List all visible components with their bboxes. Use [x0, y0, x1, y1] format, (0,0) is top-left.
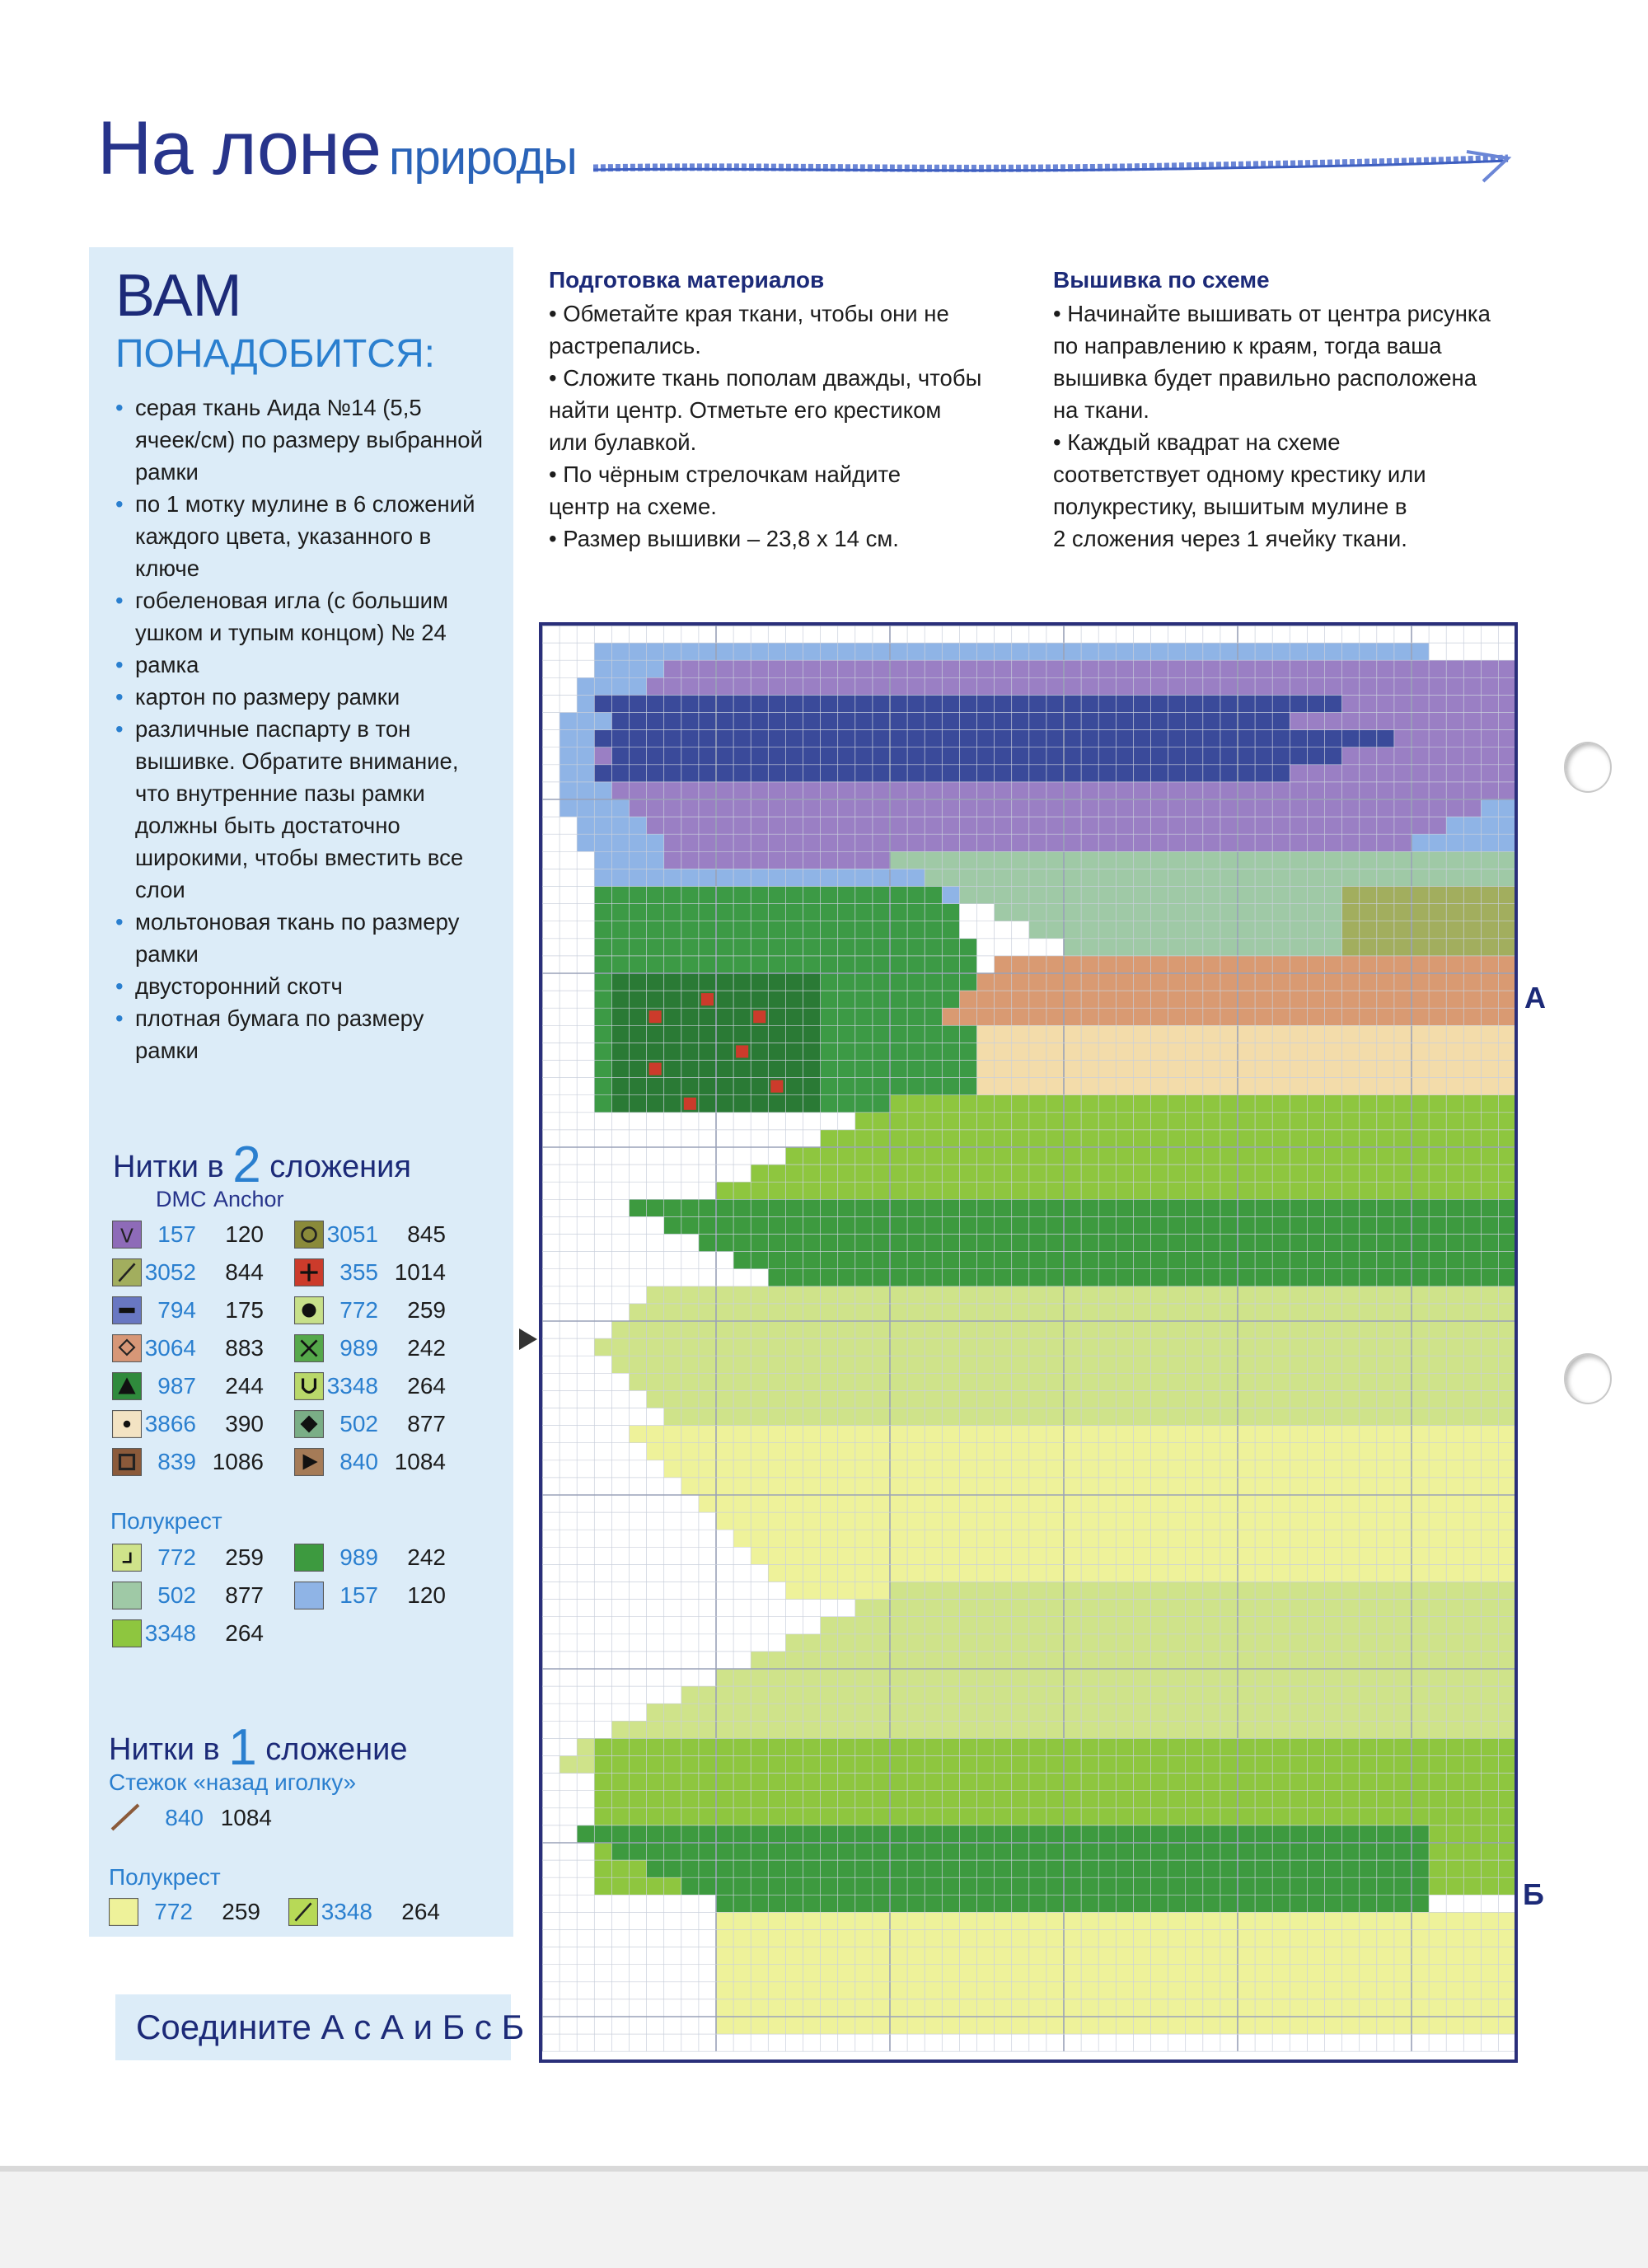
list-item: • серая ткань Аида №14 (5,5 ячеек/см) по размеру выбранной рамки	[114, 391, 485, 488]
half1-right-anchor: 264	[401, 1899, 440, 1924]
key-left-anchor: 244	[225, 1373, 264, 1399]
embroidery-title: Вышивка по схеме	[1053, 267, 1270, 293]
embroidery-line: на ткани.	[1053, 397, 1149, 423]
berry-mark	[753, 1010, 765, 1023]
key-left-anchor: 844	[225, 1259, 264, 1285]
key-right-dmc: 502	[339, 1411, 378, 1436]
field-pale-region-2	[716, 1912, 1515, 2034]
key-left-anchor: 175	[225, 1297, 264, 1323]
key-right-anchor: 845	[407, 1221, 446, 1247]
materials-list	[114, 391, 485, 1066]
key-right-anchor: 259	[407, 1297, 446, 1323]
threads-1-heading	[109, 1718, 408, 1777]
key-left-dmc: 3064	[144, 1335, 196, 1361]
half-left-dmc: 3348	[144, 1620, 196, 1646]
threads-2-heading	[113, 1136, 411, 1194]
col-anchor: Anchor	[213, 1187, 284, 1211]
key-right-anchor: 242	[407, 1335, 446, 1361]
half-left-dmc: 772	[157, 1544, 196, 1570]
center-arrow-icon	[519, 1328, 537, 1350]
key-left-dmc: 3866	[144, 1411, 196, 1436]
half-left-anchor: 259	[225, 1544, 264, 1570]
join-instruction: Соедините А с А и Б с Б	[136, 2008, 525, 2046]
key-left-dmc: 987	[157, 1373, 196, 1399]
backstitch-dmc: 840	[165, 1805, 204, 1830]
berry-mark	[701, 993, 714, 1005]
key-right-anchor: 1084	[394, 1449, 446, 1474]
threads-1-heading-num: 1	[228, 1719, 257, 1776]
prep-line: центр на схеме.	[549, 494, 717, 519]
list-item: • рамка	[114, 649, 485, 681]
half-right-anchor: 242	[407, 1544, 446, 1570]
key-right-anchor: 264	[407, 1373, 446, 1399]
threads-2-heading-b: сложения	[269, 1150, 411, 1184]
list-item: • двусторонний скотч	[114, 970, 485, 1002]
prep-line: • Сложите ткань пополам дважды, чтобы	[549, 365, 982, 391]
threads-1-heading-b: сложение	[265, 1732, 408, 1767]
field-dark-region	[630, 1199, 1515, 1286]
key-right-dmc: 772	[339, 1297, 378, 1323]
list-item: • мольтоновая ткань по размеру рамки	[114, 906, 485, 970]
half-right-anchor: 120	[407, 1582, 446, 1608]
berry-mark	[684, 1098, 696, 1110]
join-mark-a: А	[1524, 981, 1546, 1015]
thread-decoration	[593, 150, 1516, 183]
half-cross-label: Полукрест	[110, 1508, 222, 1534]
embroidery-line: • Начинайте вышивать от центра рисунка	[1053, 301, 1491, 326]
you-need-subtitle: ПОНАДОБИТСЯ:	[115, 332, 435, 376]
list-item: • картон по размеру рамки	[114, 681, 485, 713]
prep-line: • По чёрным стрелочкам найдите	[549, 462, 901, 487]
backstitch-anchor: 1084	[220, 1805, 272, 1830]
embroidery-line: вышивка будет правильно расположена	[1053, 365, 1477, 391]
half1-right-dmc: 3348	[321, 1899, 372, 1924]
key-left-dmc: 157	[157, 1221, 196, 1247]
key-right-dmc: 989	[339, 1335, 378, 1361]
key-right-anchor: 1014	[394, 1259, 446, 1285]
field-region	[681, 1095, 1515, 1217]
embroidery-line: • Каждый квадрат на схеме	[1053, 429, 1341, 455]
key-right-dmc: 3348	[326, 1373, 378, 1399]
title-main: На лоне	[97, 106, 382, 190]
binder-hole	[1564, 1353, 1612, 1404]
join-mark-b: Б	[1523, 1877, 1544, 1911]
embroidery-section	[1053, 264, 1515, 555]
half-left-anchor: 877	[225, 1582, 264, 1608]
embroidery-line: полукрестику, вышитым мулине в	[1053, 494, 1407, 519]
key-left-dmc: 794	[157, 1297, 196, 1323]
prep-title: Подготовка материалов	[549, 267, 825, 293]
key-left-anchor: 1086	[212, 1449, 264, 1474]
list-item: • различные паспарту в тон вышивке. Обратите внимание, что внутренние пазы рамки должны быть достаточно широкими, чтобы вместить все слои	[114, 713, 485, 906]
threads-1-heading-a: Нитки в	[109, 1732, 220, 1767]
key-left-anchor: 390	[225, 1411, 264, 1436]
prep-line: найти центр. Отметьте его крестиком	[549, 397, 942, 423]
half-left-dmc: 502	[157, 1582, 196, 1608]
backstitch-label: Стежок «назад иголку»	[109, 1769, 357, 1795]
embroidery-line: соответствует одному крестику или	[1053, 462, 1426, 487]
prep-line: или булавкой.	[549, 429, 697, 455]
key-right-dmc: 355	[339, 1259, 378, 1285]
half-cross-label-1: Полукрест	[109, 1864, 221, 1890]
col-dmc: DMC	[156, 1187, 207, 1211]
key-left-anchor: 883	[225, 1335, 264, 1361]
threads-2-heading-a: Нитки в	[113, 1150, 224, 1184]
page-title	[97, 105, 577, 192]
berry-mark	[649, 1063, 662, 1075]
berry-mark	[770, 1080, 783, 1093]
binder-hole	[1564, 742, 1612, 793]
list-item: • по 1 мотку мулине в 6 сложений каждого цвета, указанного в ключе	[114, 488, 485, 584]
half-right-dmc: 989	[339, 1544, 378, 1570]
chart-grid	[542, 626, 1515, 2059]
half1-left-dmc: 772	[154, 1899, 193, 1924]
backstitch-line-icon	[109, 1802, 142, 1833]
berry-mark	[649, 1010, 662, 1023]
you-need-title: ВАМ	[115, 263, 242, 329]
half1-left-anchor: 259	[222, 1899, 260, 1924]
key-right-dmc: 3051	[326, 1221, 378, 1247]
key-left-anchor: 120	[225, 1221, 264, 1247]
prep-line: • Обметайте края ткани, чтобы они не	[549, 301, 949, 326]
half-right-dmc: 157	[339, 1582, 378, 1608]
list-item: • гобеленовая игла (с большим ушком и тупым концом) № 24	[114, 584, 485, 649]
embroidery-line: по направлению к краям, тогда ваша	[1053, 333, 1442, 358]
prep-section	[549, 264, 1010, 555]
scan-margin	[0, 2172, 1648, 2268]
key-right-dmc: 840	[339, 1449, 378, 1474]
key-left-dmc: 3052	[144, 1259, 196, 1285]
prep-line: растрепались.	[549, 333, 701, 358]
key-right-anchor: 877	[407, 1411, 446, 1436]
title-sub: природы	[389, 131, 577, 185]
key-left-dmc: 839	[157, 1449, 196, 1474]
half-left-anchor: 264	[225, 1620, 264, 1646]
embroidery-line: 2 сложения через 1 ячейку ткани.	[1053, 526, 1407, 551]
prep-line: • Размер вышивки – 23,8 х 14 см.	[549, 526, 899, 551]
svg-text:V: V	[120, 1225, 133, 1248]
field-dark-region-2	[577, 1825, 1429, 1913]
list-item: • плотная бумага по размеру рамки	[114, 1002, 485, 1066]
berry-mark	[736, 1045, 748, 1057]
threads-2-heading-num: 2	[232, 1136, 261, 1193]
